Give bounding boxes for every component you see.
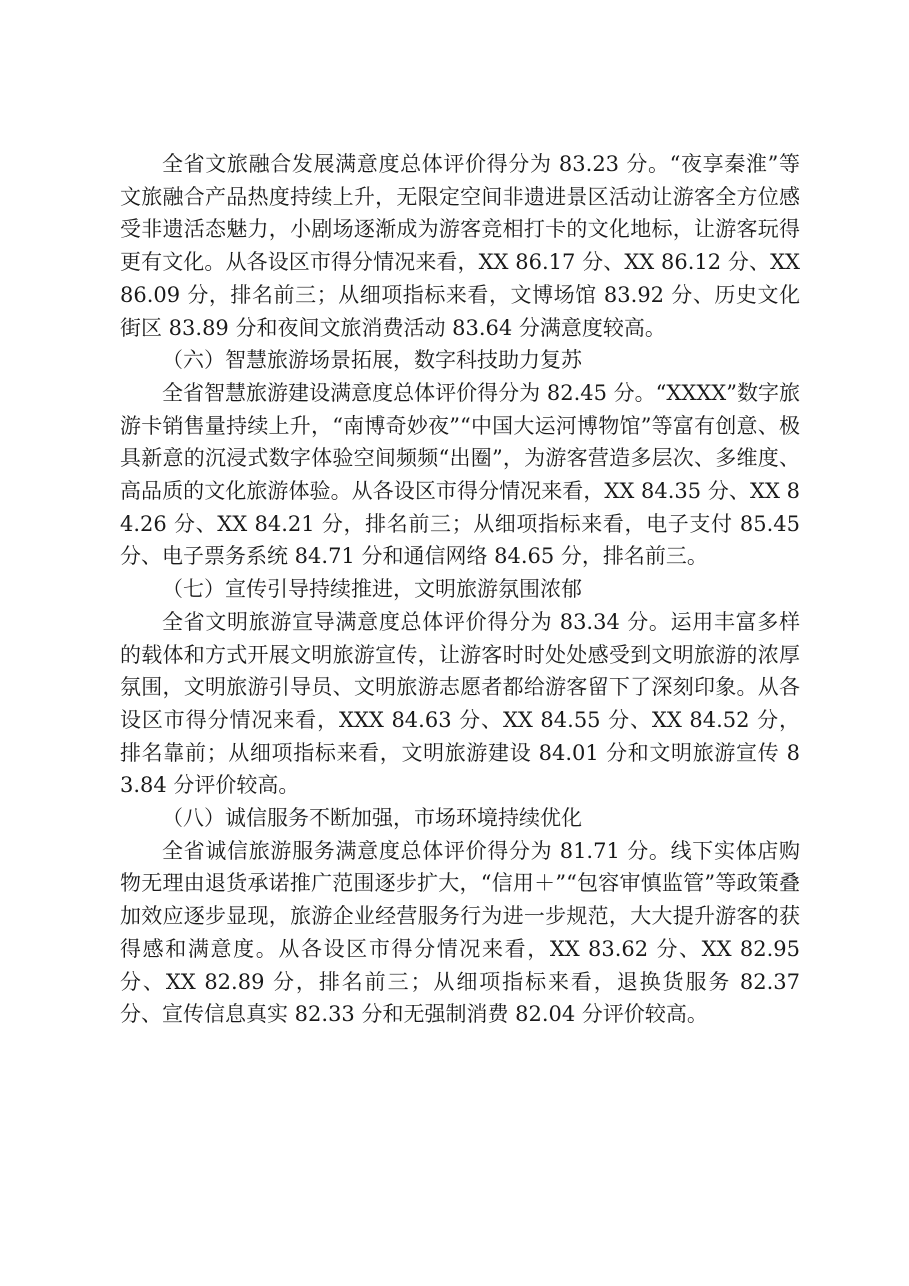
section-heading-8: （八）诚信服务不断加强，市场环境持续优化 bbox=[162, 806, 582, 831]
paragraph-civilized-tourism: 全省文明旅游宣导满意度总体评价得分为 83.34 分。运用丰富多样的载体和方式开展文明旅游宣传，让游客时时处处感受到文明旅游的浓厚氛围，文明旅游引导员、文明旅游志愿者都给游客留下了深刻印象。从各设区市得分情况来看，XXX 84.63 分、XX 84.55 分、XX 84.52 分，排名靠前；从细项指标来看，文明旅游建设 84.01 分和文明旅游宣传 83.84 分评价较高。 bbox=[120, 609, 800, 798]
document-body bbox=[120, 148, 800, 1031]
section-heading-7: （七）宣传引导持续推进，文明旅游氛围浓郁 bbox=[162, 577, 582, 602]
section-heading-6: （六）智慧旅游场景拓展，数字科技助力复苏 bbox=[162, 348, 582, 373]
paragraph-credit-service: 全省诚信旅游服务满意度总体评价得分为 81.71 分。线下实体店购物无理由退货承诺推广范围逐步扩大，“信用＋”“包容审慎监管”等政策叠加效应逐步显现，旅游企业经营服务行为进一步规范，大大提升游客的获得感和满意度。从各设区市得分情况来看，XX 83.62 分、XX 82.95 分、XX 82.89 分，排名前三；从细项指标来看，退换货服务 82.37 分、宣传信息真实 82.33 分和无强制消费 82.04 分评价较高。 bbox=[120, 838, 800, 1027]
paragraph-cultural-tourism-integration: 全省文旅融合发展满意度总体评价得分为 83.23 分。“夜享秦淮”等文旅融合产品热度持续上升，无限定空间非遗进景区活动让游客全方位感受非遗活态魅力，小剧场逐渐成为游客竞相打卡的文化地标，让游客玩得更有文化。从各设区市得分情况来看，XX 86.17 分、XX 86.12 分、XX 86.09 分，排名前三；从细项指标来看，文博场馆 83.92 分、历史文化街区 83.89 分和夜间文旅消费活动 83.64 分满意度较高。 bbox=[120, 152, 800, 340]
paragraph-smart-tourism: 全省智慧旅游建设满意度总体评价得分为 82.45 分。“XXXX”数字旅游卡销售量持续上升，“南博奇妙夜”“中国大运河博物馆”等富有创意、极具新意的沉浸式数字体验空间频频“出圈”，为游客营造多层次、多维度、高品质的文化旅游体验。从各设区市得分情况来看，XX 84.35 分、XX 84.26 分、XX 84.21 分，排名前三；从细项指标来看，电子支付 85.45 分、电子票务系统 84.71 分和通信网络 84.65 分，排名前三。 bbox=[120, 380, 800, 569]
